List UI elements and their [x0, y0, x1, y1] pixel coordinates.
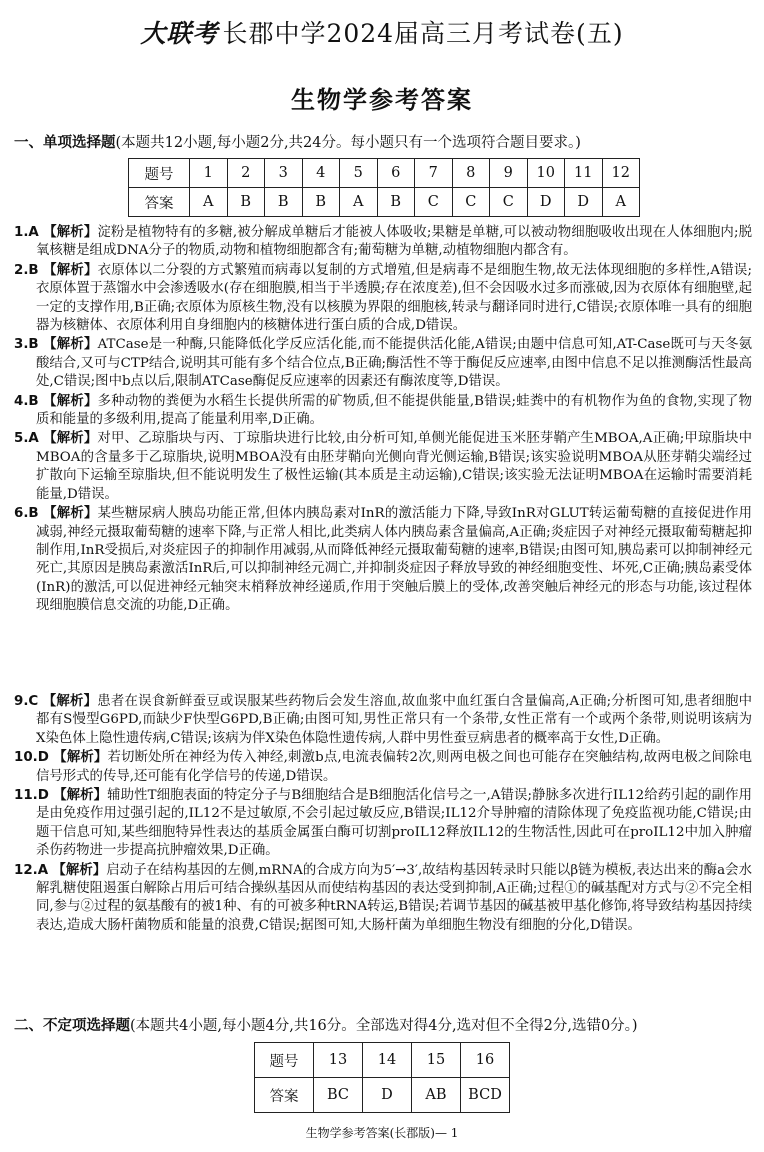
question-number-cell: 3: [265, 159, 303, 188]
answer-cell: D: [565, 188, 603, 217]
question-number-cell: 6: [377, 159, 415, 188]
answer-cell: BC: [314, 1078, 363, 1113]
analysis-tag: 【解析】: [43, 337, 98, 353]
explanation-text: 淀粉是植物特有的多糖,被分解成单糖后才能被人体吸收;果糖是单糖,可以被动物细胞吸收出现在人体细胞内;脱氧核糖是组成DNA分子的物质,动物和植物细胞都含有;葡萄糖为单糖,动植物细胞内都含有。: [36, 225, 752, 259]
section1-note: (本题共12小题,每小题2分,共24分。每小题只有一个选项符合题目要求。): [115, 135, 581, 151]
explanation-text: 衣原体以二分裂的方式繁殖而病毒以复制的方式增殖,但是病毒不是细胞生物,故无法体现细胞的多样性,A错误;衣原体置于蒸馏水中会渗透吸水(存在细胞膜,相当于半透膜;存在浓度差),但不会因吸水过多而涨破,因为衣原体有细胞壁,起一定的支撑作用,B正确;衣原体为原核生物,没有以核膜为界限的细胞核,转录与翻译同时进行,C错误;衣原体唯一具有的细胞器为核糖体、衣原体利用自身细胞内的核糖体进行蛋白质的合成,D错误。: [36, 262, 752, 334]
explanation-text: 辅助性T细胞表面的特定分子与B细胞结合是B细胞活化信号之一,A错误;静脉多次进行IL12给药引起的副作用是由免疫作用过强引起的,IL12不是过敏原,不会引起过敏反应,B错误;IL12介导肿瘤的清除体现了免疫监视功能,C错误;由题干信息可知,某些细胞特异性表达的基质金属蛋白酶可切割proIL12释放IL12的生物活性,因此可在proIL12中加入肿瘤杀伤药物进一步提高抗肿瘤效果,D正确。: [36, 788, 752, 859]
question-number-cell: 1: [190, 159, 228, 188]
exam-header: [0, 14, 764, 50]
analysis-tag: 【解析】: [42, 694, 98, 709]
exam-title: 长郡中学2024届高三月考试卷(五): [222, 19, 624, 48]
explanation-text: 若切断处所在神经为传入神经,刺激b点,电流表偏转2次,则两电极之间也可能存在突触结构,故两电极之间除电信号形式的传导,还可能有化学信号的传递,D错误。: [36, 750, 753, 784]
item-number: 3.B: [14, 337, 39, 353]
section1-answer-table: [128, 158, 640, 217]
answer-cell: B: [377, 188, 415, 217]
answer-cell: D: [527, 188, 565, 217]
explanation-text: 患者在误食新鲜蚕豆或误服某些药物后会发生溶血,故血浆中血红蛋白含量偏高,A正确;分析图可知,患者细胞中都有S慢型G6PD,而缺少F快型G6PD,B正确;由图可知,男性正常只有一个条带,女性正常有一个或两个条带,则说明该病为X染色体上隐性遗传病,C错误;该病为伴X染色体隐性遗传病,人群中男性蚕豆病患者的概率高于女性,D正确。: [36, 694, 752, 746]
section2-note: (本题共4小题,每小题4分,共16分。全部选对得4分,选对但不全得2分,选错0分。): [130, 1018, 638, 1034]
analysis-tag: 【解析】: [52, 862, 107, 878]
explanation-text: 某些糖尿病人胰岛功能正常,但体内胰岛素对InR的激活能力下降,导致InR对GLUT转运葡萄糖的直接促进作用减弱,神经元摄取葡萄糖的速率下降,与正常人相比,此类病人体内胰岛素含量偏高,A正确;炎症因子对神经元摄取葡萄糖起抑制作用,InR受损后,对炎症因子的抑制作用减弱,从而降低神经元摄取葡萄糖的速率,B错误;由图可知,胰岛素可以抑制神经元死亡,其原因是胰岛素激活InR后,可以抑制神经元凋亡,并抑制炎症因子释放导致的神经细胞变性、坏死,C正确;胰岛素受体(InR)的激活,可以促进神经元轴突末梢释放神经递质,作用于突触后膜上的受体,改善突触后神经元的形态与功能,该过程体现细胞膜信息交流的功能,D正确。: [36, 506, 753, 614]
explanation-text: ATCase是一种酶,只能降低化学反应活化能,而不能提供活化能,A错误;由题中信息可知,AT-Case既可与天冬氨酸结合,又可与CTP结合,说明其可能有多个结合位点,B正确;酶活性不等于酶促反应速率,由图中信息不足以推测酶活性最高处,C错误;图中b点以后,限制ATCase酶促反应速率的因素还有酶浓度等,D错误。: [36, 337, 752, 390]
question-number-cell: 13: [314, 1043, 363, 1078]
answer-cell: B: [227, 188, 265, 217]
explanation-item: [14, 224, 752, 261]
explanation-item: [14, 393, 752, 430]
item-number: 2.B: [14, 262, 39, 278]
analysis-tag: 【解析】: [43, 431, 98, 447]
answer-cell: A: [602, 188, 640, 217]
table-label-answer: 答案: [129, 188, 190, 217]
question-number-cell: 2: [227, 159, 265, 188]
explanations-block-2: [14, 693, 752, 936]
item-number: 5.A: [14, 431, 39, 447]
answer-cell: B: [265, 188, 303, 217]
answer-cell: C: [490, 188, 528, 217]
analysis-tag: 【解析】: [43, 225, 98, 240]
analysis-tag: 【解析】: [43, 506, 98, 522]
question-number-cell: 15: [412, 1043, 461, 1078]
answer-cell: A: [190, 188, 228, 217]
explanation-item: [14, 862, 752, 936]
question-number-cell: 7: [415, 159, 453, 188]
brand-logo-text: 大联考: [140, 19, 219, 48]
answer-cell: C: [415, 188, 453, 217]
question-number-cell: 14: [363, 1043, 412, 1078]
section1-heading-line: [14, 134, 581, 153]
explanation-text: 启动子在结构基因的左侧,mRNA的合成方向为5′→3′,故结构基因转录时只能以β链为模板,表达出来的酶a会水解乳糖使阻遏蛋白解除占用后可结合操纵基因从而使结构基因的表达受到抑制,A正确;过程①的碱基配对方式与②不完全相同,参与②过程的氨基酸有的被1种、有的可被多种tRNA转运,B错误;若调节基因的碱基被甲基化修饰,将导致结构基因持续表达,造成大肠杆菌物质和能量的浪费,C错误;据图可知,大肠杆菌为单细胞生物没有细胞的分化,D错误。: [36, 862, 753, 933]
question-number-cell: 9: [490, 159, 528, 188]
page-footer: 生物学参考答案(长郡版)— 1: [305, 1126, 459, 1140]
explanation-item: [14, 336, 752, 391]
question-number-cell: 5: [340, 159, 378, 188]
explanation-item: [14, 262, 752, 336]
item-number: 6.B: [14, 506, 39, 522]
section1-heading: 一、单项选择题: [14, 135, 116, 151]
question-number-cell: 8: [452, 159, 490, 188]
table-label-question: 题号: [129, 159, 190, 188]
explanation-text: 多种动物的粪便为水稻生长提供所需的矿物质,但不能提供能量,B错误;蛙粪中的有机物作为鱼的食物,实现了物质和能量的多级利用,提高了能量利用率,D正确。: [36, 393, 753, 428]
answer-cell: A: [340, 188, 378, 217]
question-number-cell: 12: [602, 159, 640, 188]
analysis-tag: 【解析】: [53, 750, 108, 766]
analysis-tag: 【解析】: [43, 262, 98, 278]
table-label-answer: 答案: [255, 1078, 314, 1113]
item-number: 1.A: [14, 225, 39, 240]
item-number: 10.D: [14, 750, 49, 766]
answer-cell: C: [452, 188, 490, 217]
item-number: 11.D: [14, 788, 49, 804]
item-number: 12.A: [14, 862, 49, 878]
explanation-item: [14, 430, 752, 504]
question-number-cell: 10: [527, 159, 565, 188]
answer-cell: BCD: [461, 1078, 510, 1113]
explanations-block-1: [14, 224, 752, 617]
page-title: 生物学参考答案: [291, 86, 473, 114]
item-number: 4.B: [14, 393, 39, 409]
explanation-text: 对甲、乙琼脂块与丙、丁琼脂块进行比较,由分析可知,单侧光能促进玉米胚芽鞘产生MBOA,A正确;甲琼脂块中MBOA的含量多于乙琼脂块,说明MBOA没有由胚芽鞘向光侧向背光侧运输,B错误;该实验说明MBOA从胚芽鞘尖端经过扩散向下运输至琼脂块,但不能说明发生了极性运输(其本质是主动运输),C错误;该实验无法证明MBOA在运输时需要消耗能量,D错误。: [36, 431, 752, 502]
answer-cell: D: [363, 1078, 412, 1113]
question-number-cell: 4: [302, 159, 340, 188]
question-number-cell: 16: [461, 1043, 510, 1078]
explanation-item: [14, 749, 752, 786]
item-number: 9.C: [14, 694, 39, 709]
analysis-tag: 【解析】: [43, 393, 98, 409]
answer-cell: B: [302, 188, 340, 217]
section2-answer-table: [254, 1042, 510, 1113]
table-label-question: 题号: [255, 1043, 314, 1078]
analysis-tag: 【解析】: [53, 788, 108, 804]
explanation-item: [14, 505, 752, 615]
section2-heading-line: [14, 1017, 638, 1036]
question-number-cell: 11: [565, 159, 603, 188]
answer-cell: AB: [412, 1078, 461, 1113]
explanation-item: [14, 787, 752, 861]
section2-heading: 二、不定项选择题: [14, 1018, 130, 1034]
explanation-item: [14, 693, 752, 748]
